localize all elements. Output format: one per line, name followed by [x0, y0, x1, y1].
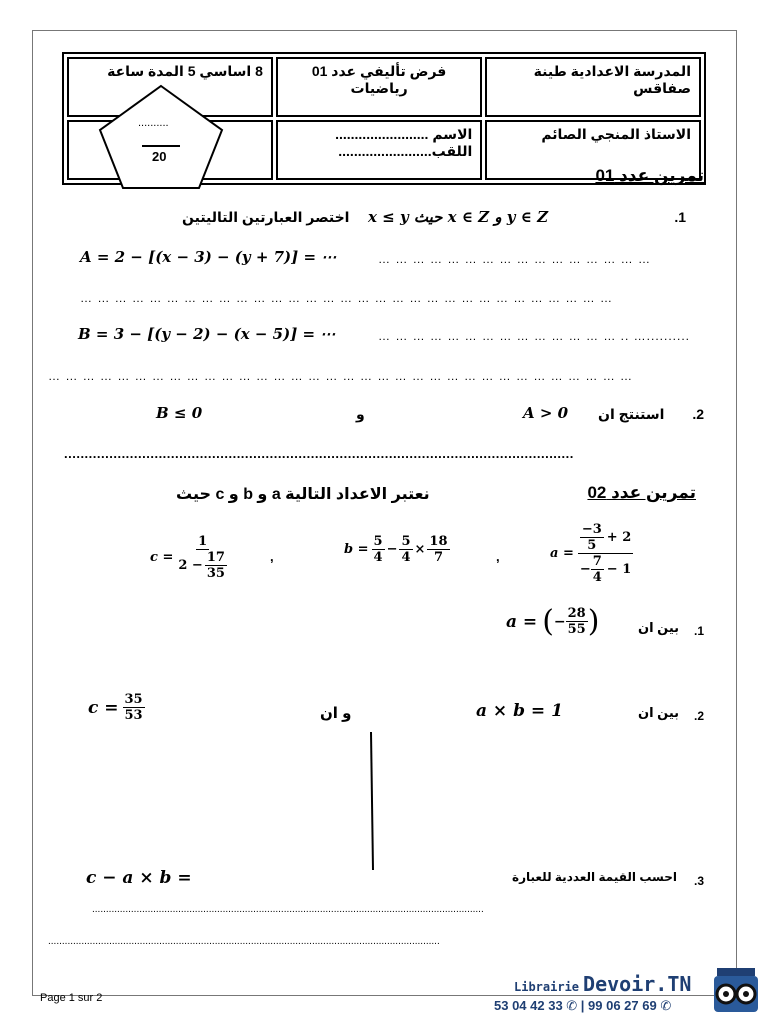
teacher: الاستاذ المنجي الصائم: [541, 126, 691, 142]
name-cell: [276, 120, 482, 180]
surname-label: اللقب........................: [338, 143, 473, 159]
c-denominator: [176, 550, 229, 581]
expr-B-dots: … … … … … … … … … … … … … … .. …..........: [378, 329, 691, 343]
comma-2: ,: [270, 549, 274, 564]
q2-c-lhs: c =: [88, 697, 119, 718]
b-f3-d: 7: [433, 550, 443, 565]
c-den-lead: 2 −: [178, 558, 203, 573]
q1-frac: [566, 606, 588, 637]
b-lhs: b =: [344, 542, 369, 557]
ex1-q2-A: A > 0: [523, 404, 569, 422]
b-f1-d: 4: [373, 550, 383, 565]
a-den-tail: − 1: [606, 562, 632, 577]
a-num-frac-n: −3: [581, 522, 602, 537]
phone-numbers: 53 04 42 33 ✆ | 99 06 27 69 ✆: [494, 998, 672, 1013]
q1-minus: −: [553, 613, 566, 630]
b-frac-1: [372, 534, 385, 565]
a-num-plus: + 2: [606, 530, 632, 545]
logo-small: Librairie: [514, 980, 580, 994]
ex2-q2-and: و ان: [320, 705, 352, 722]
b-minus: −: [386, 542, 398, 557]
ex2-q2-expr: a × b = 1: [476, 701, 563, 721]
page-number: Page 1 sur 2: [40, 992, 103, 1004]
ex2-q3-number: .3: [693, 874, 704, 888]
answer-line-3: ............................................................................................................................: [64, 446, 574, 461]
ex1-q2-B: B ≤ 0: [156, 404, 203, 422]
ex1-q2-text: استنتج ان: [598, 406, 665, 422]
b-f1-n: 5: [373, 534, 383, 549]
exercise-2-intro: نعتبر الاعداد التالية a و b و c حيث: [176, 486, 430, 503]
ex2-q3-expr: c − a × b =: [86, 868, 192, 888]
c-numerator: 1: [198, 534, 208, 549]
vertical-separator: [368, 730, 376, 872]
class-duration: 8 اساسي 5 المدة ساعة: [107, 63, 263, 79]
expr-A: A = 2 − [(x − 3) − (y + 7)] = ⋯: [80, 248, 337, 266]
b-f2-n: 5: [401, 534, 411, 549]
q1-a-lhs: a =: [506, 611, 538, 632]
ex2-q1-expr: [506, 604, 599, 639]
answer-line-4: .............................................................................................................................................: [92, 904, 484, 915]
def-b: [344, 534, 450, 565]
grade-max: 20: [152, 149, 167, 164]
c-lhs: c =: [150, 550, 174, 565]
ex1-q2-number: .2: [692, 406, 704, 422]
q2-c-frac: [123, 692, 145, 723]
school-cell: [485, 57, 701, 117]
a-denominator: [578, 554, 633, 585]
ex2-q2-number: .2: [693, 709, 704, 723]
ex2-q2-text: بين ان: [638, 705, 680, 720]
exercise-1-title: تمرين عدد 01: [595, 166, 704, 185]
a-den-frac-d: 4: [592, 570, 602, 585]
c-fraction: [176, 534, 229, 581]
q2-c-n: 35: [124, 692, 143, 707]
right-paren: ): [587, 604, 600, 639]
answer-line-1: … … … … … … … … … … … … … … … … … … … … … … … … … … … … … … …: [80, 291, 614, 305]
logo-text: [514, 972, 691, 996]
def-c: [150, 534, 229, 581]
q1-frac-n: 28: [567, 606, 586, 621]
ex2-q3-text: احسب القيمة العددية للعبارة: [512, 870, 677, 884]
a-lhs: a =: [550, 546, 574, 561]
ex1-q2-and: و: [356, 406, 365, 422]
logo-big: Devoir.TN: [583, 972, 692, 996]
a-numerator: [578, 522, 633, 554]
a-fraction: [578, 522, 633, 585]
ex2-q2-c: [88, 692, 145, 723]
b-f3-n: 18: [429, 534, 448, 549]
q2-c-d: 53: [124, 708, 143, 723]
b-times: ×: [414, 542, 426, 557]
grade-score: ..........: [138, 117, 169, 129]
grade-pentagon: [96, 84, 226, 192]
b-frac-2: [399, 534, 412, 565]
owl-glasses-icon: [712, 964, 760, 1014]
test-title-cell: [276, 57, 482, 117]
exercise-2-title: تمرين عدد 02: [587, 483, 696, 502]
answer-line-2: … … … … … … … … … … … … … … … … … … … … … … … … … … … … … … … … … …: [48, 369, 634, 383]
ex2-q1-number: .1: [693, 624, 704, 638]
c-den-frac: [205, 550, 227, 581]
school-name: المدرسة الاعدادية طينة صفاقس: [533, 63, 691, 96]
comma-1: ,: [496, 549, 500, 564]
ex1-q1-text: اختصر العبارتين التاليتين: [182, 209, 350, 225]
b-f2-d: 4: [401, 550, 411, 565]
name-label: الاسم ........................: [335, 126, 473, 142]
ex2-q1-text: بين ان: [638, 620, 680, 635]
test-title: فرض تأليفي عدد 01: [311, 63, 447, 79]
a-num-frac-d: 5: [587, 538, 597, 553]
def-a: [550, 522, 633, 585]
answer-line-5: .............................................................................................................................................: [48, 936, 440, 947]
expr-B: B = 3 − [(y − 2) − (x − 5)] = ⋯: [78, 325, 336, 343]
q1-frac-d: 55: [567, 622, 586, 637]
a-den-frac-n: 7: [592, 554, 602, 569]
a-num-frac: [580, 522, 604, 553]
b-frac-3: [427, 534, 449, 565]
expr-A-dots: … … … … … … … … … … … … … … … …: [378, 252, 652, 266]
left-paren: (: [542, 604, 554, 639]
c-den-frac-d: 35: [206, 566, 225, 581]
subject: رياضيات: [350, 80, 408, 96]
a-den-minus: −: [579, 562, 591, 577]
ex1-q1-number: .1: [674, 209, 686, 225]
ex1-q1-condition: x ≤ y حيث x ∈ Z و y ∈ Z: [368, 208, 549, 226]
a-den-frac: [591, 554, 604, 585]
c-den-frac-n: 17: [206, 550, 225, 565]
